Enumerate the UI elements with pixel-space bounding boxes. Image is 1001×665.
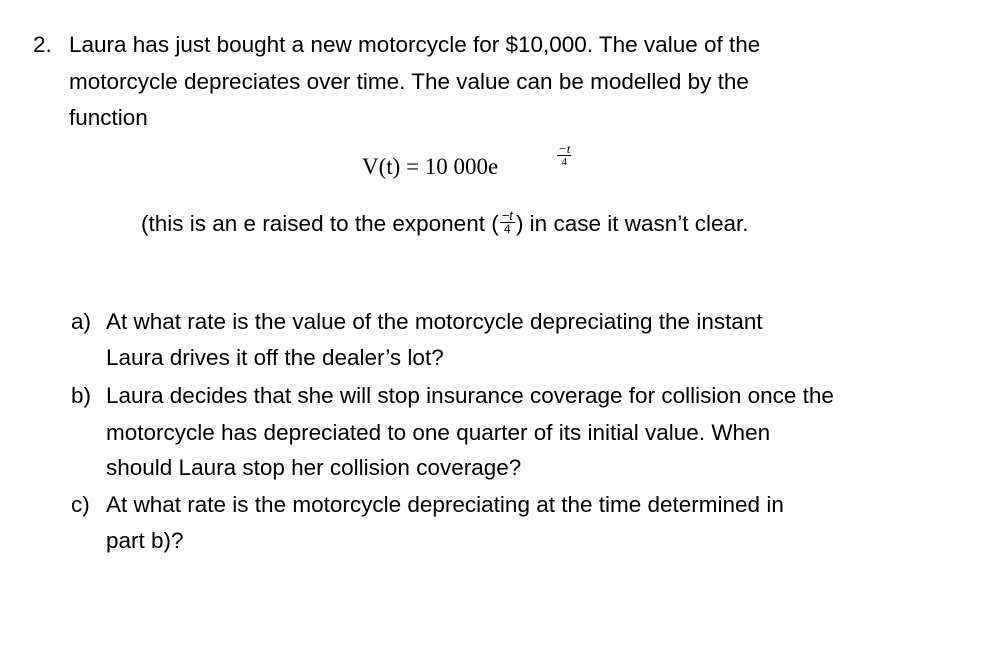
- intro-line-1: Laura has just bought a new motorcycle for $10,000. The value of the: [69, 32, 761, 57]
- note-fraction: [500, 209, 515, 236]
- exponent-note: [141, 209, 749, 239]
- part-a-letter: a): [71, 309, 92, 334]
- part-a-line-2: Laura drives it off the dealer’s lot?: [106, 345, 444, 370]
- part-b-line-1: Laura decides that she will stop insurance coverage for collision once the: [106, 383, 834, 408]
- part-b-line-2: motorcycle has depreciated to one quarter of its initial value. When: [106, 420, 771, 445]
- note-fraction-numerator: −t: [501, 207, 513, 223]
- formula-exponent-denominator: 4: [561, 156, 567, 168]
- part-c-line-2: part b)?: [106, 528, 184, 553]
- note-text-before: (this is an e raised to the exponent (: [141, 211, 499, 236]
- part-b-line-3: should Laura stop her collision coverage?: [106, 455, 522, 480]
- intro-line-2: motorcycle depreciates over time. The value can be modelled by the: [69, 69, 749, 94]
- note-text-after: ) in case it wasn’t clear.: [515, 211, 749, 236]
- formula-exponent: [557, 142, 571, 169]
- note-fraction-denominator: 4: [503, 221, 511, 236]
- intro-line-3: function: [69, 105, 148, 130]
- question-number: 2.: [33, 32, 52, 57]
- part-c-line-1: At what rate is the motorcycle depreciating at the time determined in: [106, 492, 784, 517]
- part-c-letter: c): [71, 492, 90, 517]
- part-a-line-1: At what rate is the value of the motorcycle depreciating the instant: [106, 309, 763, 334]
- formula-exponent-numerator: −t: [558, 141, 571, 156]
- part-b-letter: b): [71, 383, 92, 408]
- formula-base: V(t) = 10 000e: [362, 154, 499, 179]
